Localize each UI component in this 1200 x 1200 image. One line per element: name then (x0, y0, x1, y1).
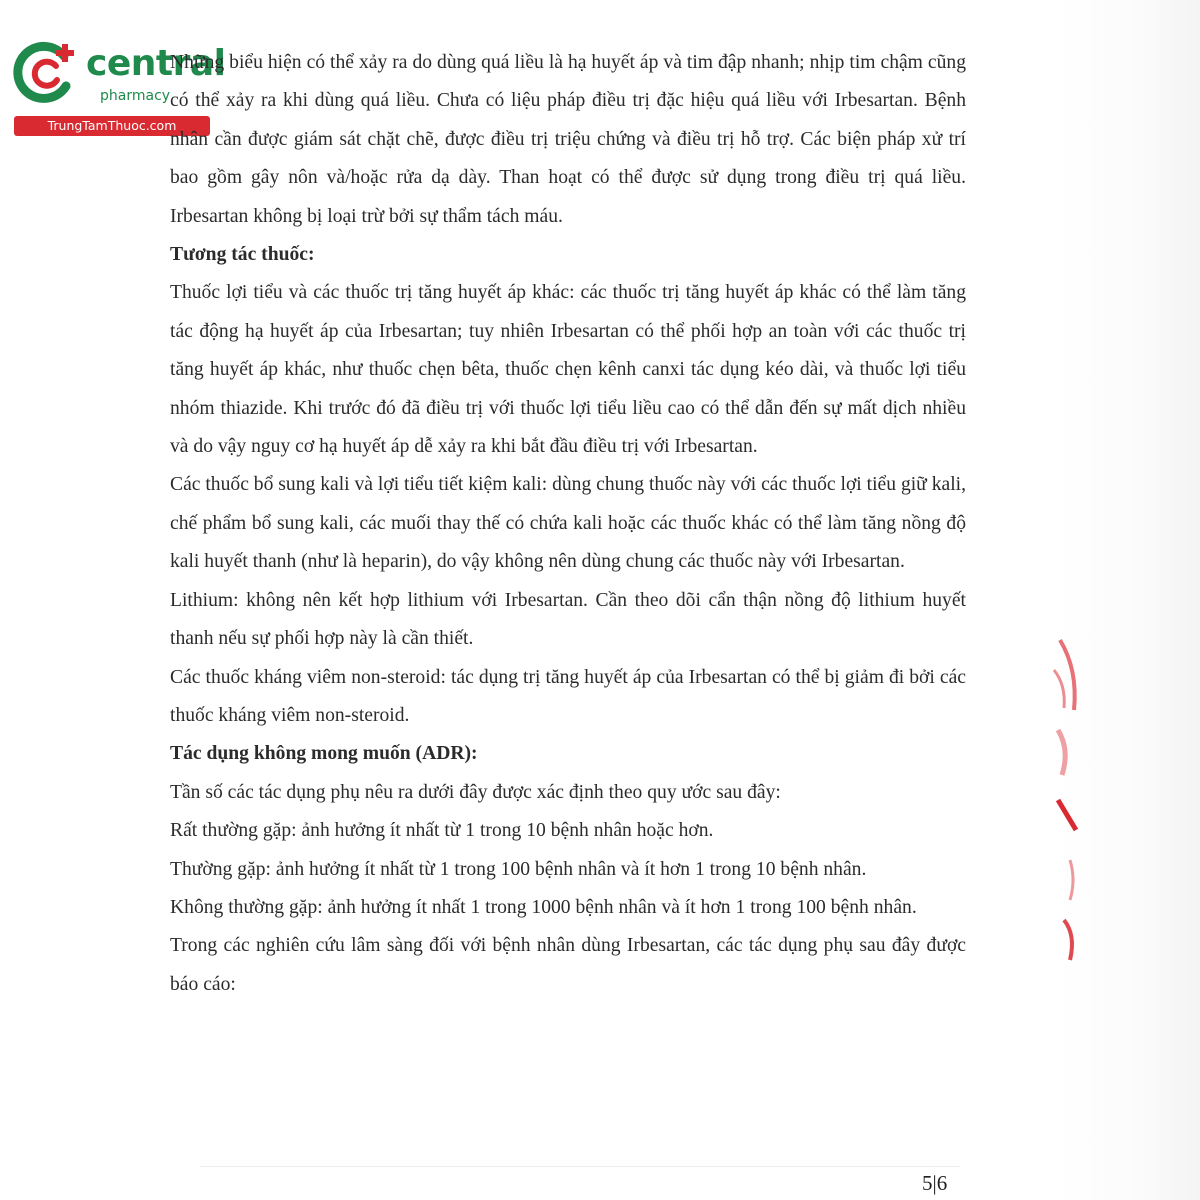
overdose-paragraph: Những biểu hiện có thể xảy ra do dùng quá liều là hạ huyết áp và tim đập nhanh; nhịp tim chậm cũng có thể xảy ra khi dùng quá liều. Chưa có liệu pháp điều trị đặc hiệu quá liều với Irbesartan. Bệnh nhân cần được giám sát chặt chẽ, được điều trị triệu chứng và điều trị hỗ trợ. Các biện pháp xử trí bao gồm gây nôn và/hoặc rửa dạ dày. Than hoạt có thể được sử dụng trong điều trị quá liều. Irbesartan không bị loại trừ bởi sự thẩm tách máu. (170, 52, 966, 227)
stamp-fragment-icon (1040, 630, 1130, 980)
central-logo-icon (12, 38, 82, 108)
potassium-paragraph: Các thuốc bổ sung kali và lợi tiểu tiết kiệm kali: dùng chung thuốc này với các thuốc lợi tiểu giữ kali, chế phẩm bổ sung kali, các muối thay thế có chứa kali hoặc các thuốc khác có thể làm tăng nồng độ kali huyết thanh (như là heparin), do vậy không nên dùng chung các thuốc này với Irbesartan. (170, 474, 966, 573)
logo-subtitle: pharmacy (100, 88, 171, 104)
uncommon-definition: Không thường gặp: ảnh hưởng ít nhất 1 trong 1000 bệnh nhân và ít hơn 1 trong 100 bệnh nhân. (170, 896, 917, 918)
page-bottom-rule (200, 1166, 960, 1167)
page-number: 5|6 (922, 1171, 948, 1195)
lithium-paragraph: Lithium: không nên kết hợp lithium với Irbesartan. Cần theo dõi cẩn thận nồng độ lithium huyết thanh nếu sự phối hợp này là cần thiết. (170, 589, 966, 650)
nsaid-paragraph: Các thuốc kháng viêm non-steroid: tác dụng trị tăng huyết áp của Irbesartan có thể bị giảm đi bởi các thuốc kháng viêm non-steroid. (170, 666, 966, 726)
logo-wordmark: central (86, 43, 226, 84)
common-definition: Thường gặp: ảnh hưởng ít nhất từ 1 trong 100 bệnh nhân và ít hơn 1 trong 10 bệnh nhân. (170, 858, 867, 880)
clinical-studies-paragraph: Trong các nghiên cứu lâm sàng đối với bệnh nhân dùng Irbesartan, các tác dụng phụ sau đây được báo cáo: (170, 935, 966, 995)
document-body (170, 44, 966, 1004)
diuretics-paragraph: Thuốc lợi tiểu và các thuốc trị tăng huyết áp khác: các thuốc trị tăng huyết áp khác có thể làm tăng tác động hạ huyết áp của Irbesartan; tuy nhiên Irbesartan có thể phối hợp an toàn với các thuốc trị tăng huyết áp khác, như thuốc chẹn bêta, thuốc chẹn kênh canxi tác dụng kéo dài, và thuốc lợi tiểu nhóm thiazide. Khi trước đó đã điều trị với thuốc lợi tiểu liều cao có thể dẫn đến sự mất dịch nhiều và do vậy nguy cơ hạ huyết áp dễ xảy ra khi bắt đầu điều trị với Irbesartan. (170, 282, 966, 458)
drug-interactions-heading: Tương tác thuốc: (170, 244, 315, 266)
logo-website-badge: TrungTamThuoc.com (14, 116, 210, 136)
adverse-effects-heading: Tác dụng không mong muốn (ADR): (170, 743, 478, 765)
frequency-intro: Tần số các tác dụng phụ nêu ra dưới đây được xác định theo quy ước sau đây: (170, 781, 781, 803)
very-common-definition: Rất thường gặp: ảnh hưởng ít nhất từ 1 trong 10 bệnh nhân hoặc hơn. (170, 820, 714, 842)
